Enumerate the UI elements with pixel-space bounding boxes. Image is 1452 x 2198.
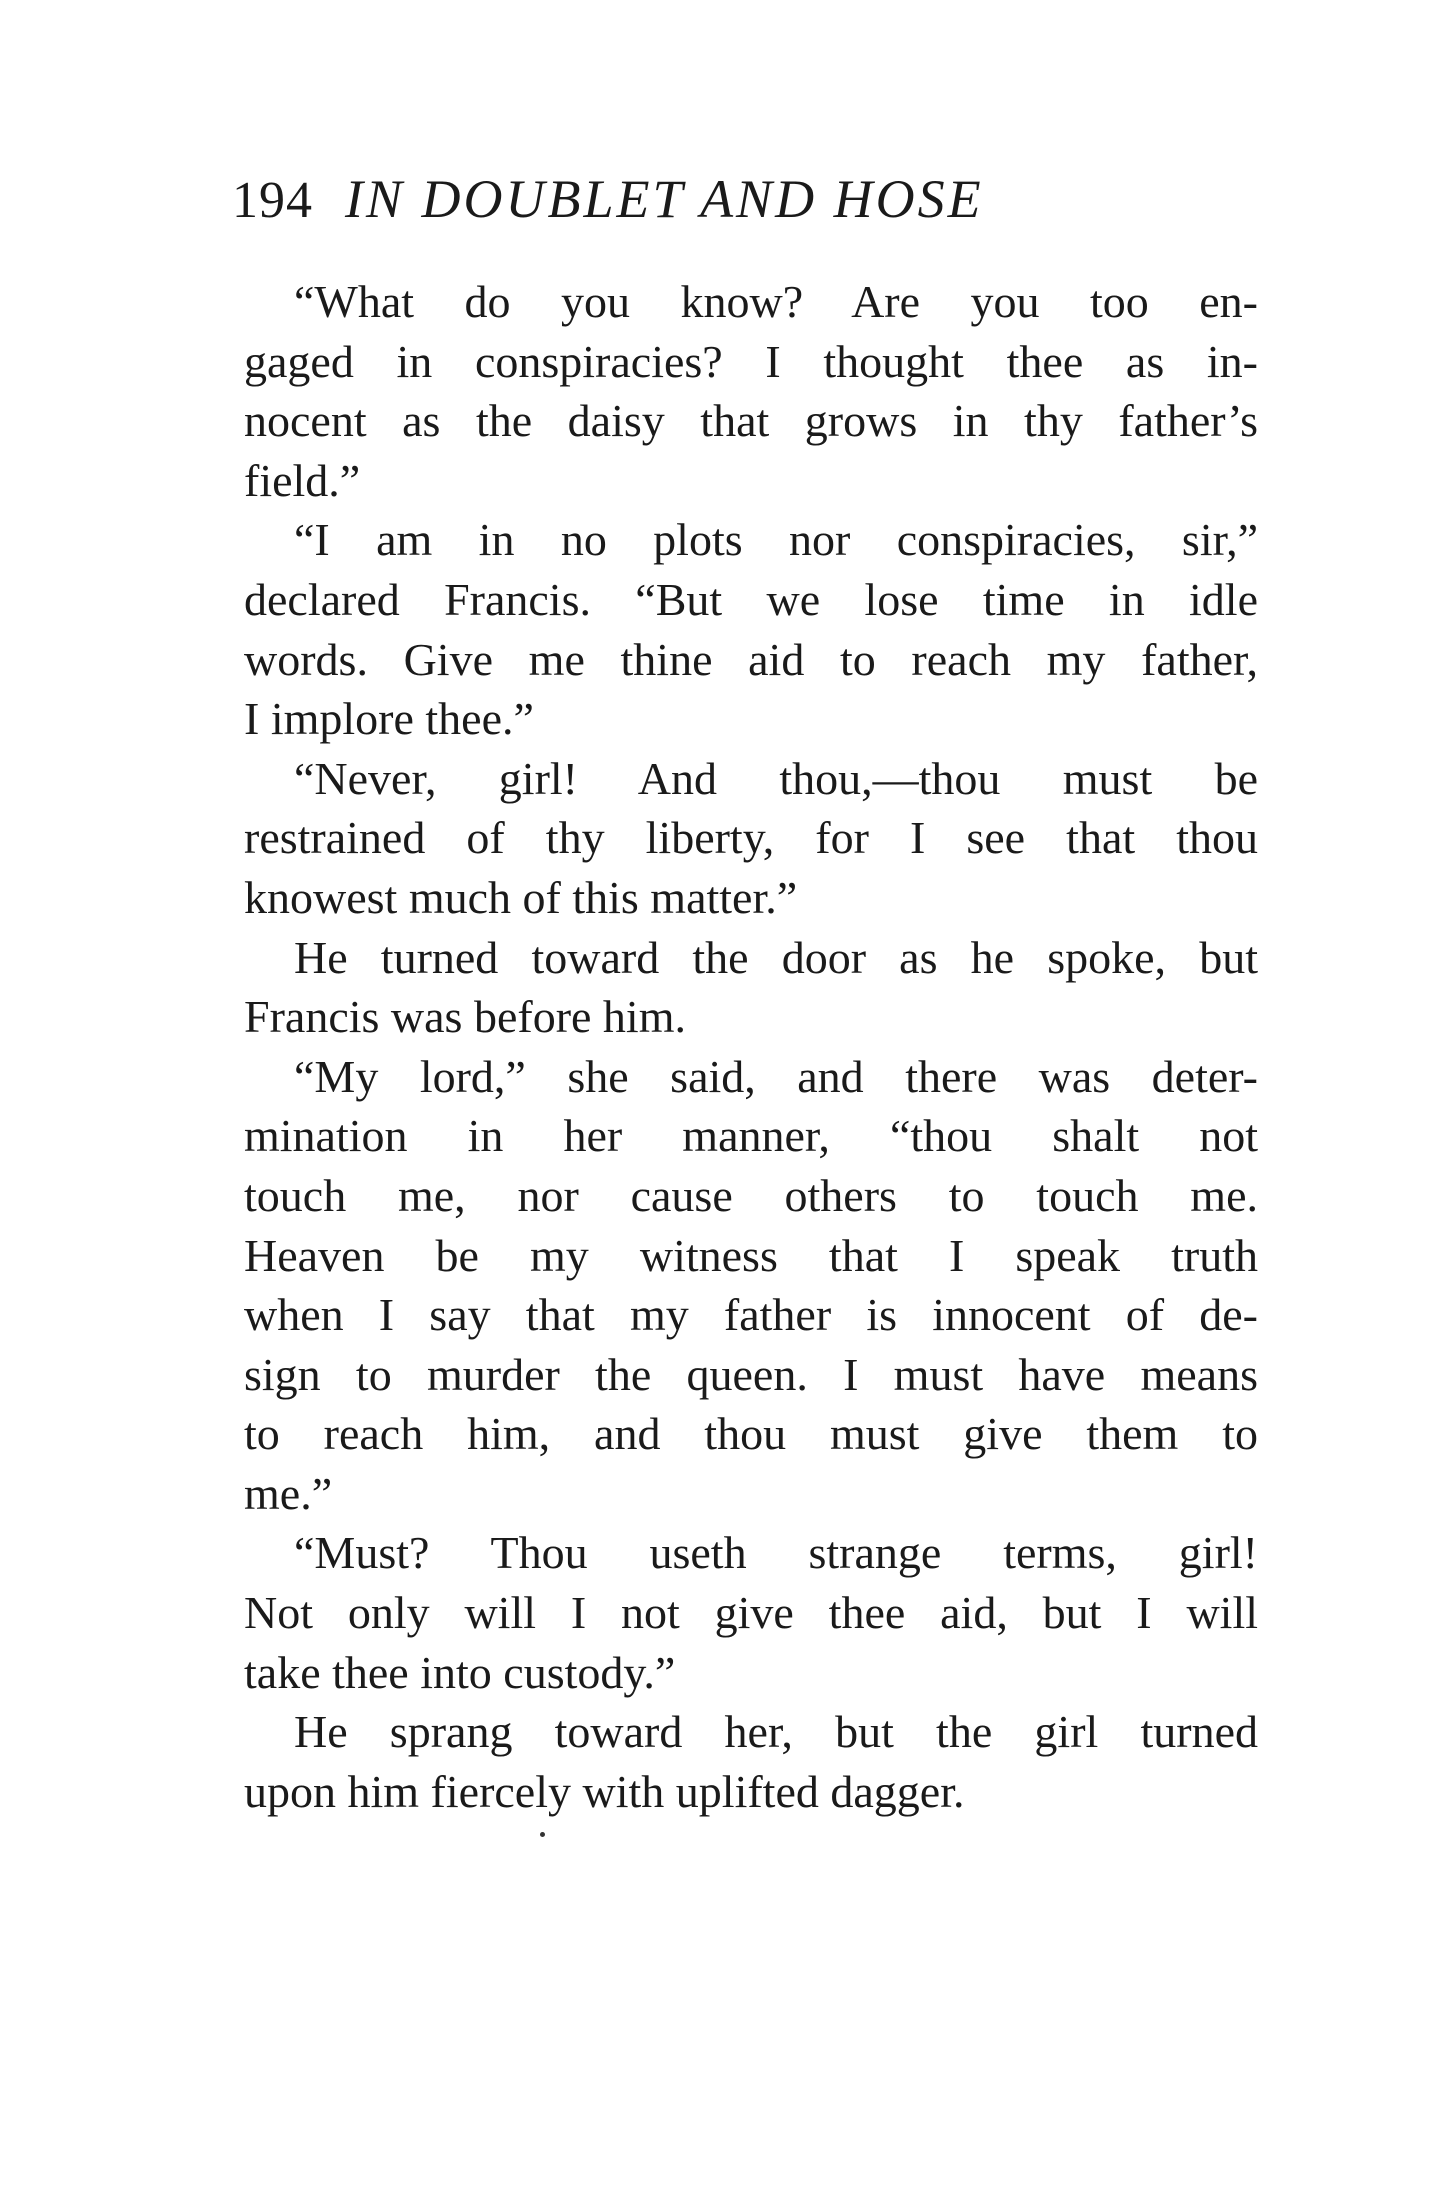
running-title: IN DOUBLET AND HOSE — [345, 169, 984, 229]
text-line: field.” — [244, 454, 361, 506]
text-line: touch me, nor cause others to touch me. — [244, 1169, 1258, 1221]
text-line: He turned toward the door as he spoke, but — [294, 931, 1258, 983]
text-line: “Never, girl! And thou,—thou must be — [294, 752, 1258, 804]
text-line: “What do you know? Are you too en- — [294, 276, 1258, 327]
text-line: sign to murder the queen. I must have means — [244, 1348, 1258, 1400]
text-line: when I say that my father is innocent of de- — [244, 1289, 1258, 1341]
running-head — [232, 168, 1262, 248]
text-line: restrained of thy liberty, for I see that thou — [244, 812, 1258, 864]
text-line: Heaven be my witness that I speak truth — [244, 1229, 1258, 1281]
text-line: declared Francis. “But we lose time in idle — [244, 573, 1258, 625]
ink-speck — [540, 1832, 545, 1837]
text-line: “Must? Thou useth strange terms, girl! — [294, 1527, 1258, 1579]
text-line: He sprang toward her, but the girl turned — [294, 1706, 1258, 1758]
text-line: “My lord,” she said, and there was deter- — [294, 1050, 1258, 1102]
text-line: “I am in no plots nor conspiracies, sir,” — [294, 514, 1258, 566]
text-line: nocent as the daisy that grows in thy father’s — [244, 395, 1258, 447]
body-text — [244, 272, 1258, 1821]
text-line: take thee into custody.” — [244, 1646, 676, 1698]
text-line: me.” — [244, 1467, 333, 1519]
text-line: gaged in conspiracies? I thought thee as in- — [244, 335, 1258, 387]
text-line: mination in her manner, “thou shalt not — [244, 1110, 1258, 1162]
text-line: I implore thee.” — [244, 693, 534, 745]
text-line: to reach him, and thou must give them to — [244, 1408, 1258, 1460]
text-line: knowest much of this matter.” — [244, 871, 798, 923]
text-line: Francis was before him. — [244, 991, 686, 1043]
page-number: 194 — [232, 172, 313, 229]
text-line: Not only will I not give thee aid, but I will — [244, 1587, 1258, 1639]
text-line: words. Give me thine aid to reach my father, — [244, 633, 1258, 685]
text-line: upon him fiercely with uplifted dagger. — [244, 1765, 965, 1817]
